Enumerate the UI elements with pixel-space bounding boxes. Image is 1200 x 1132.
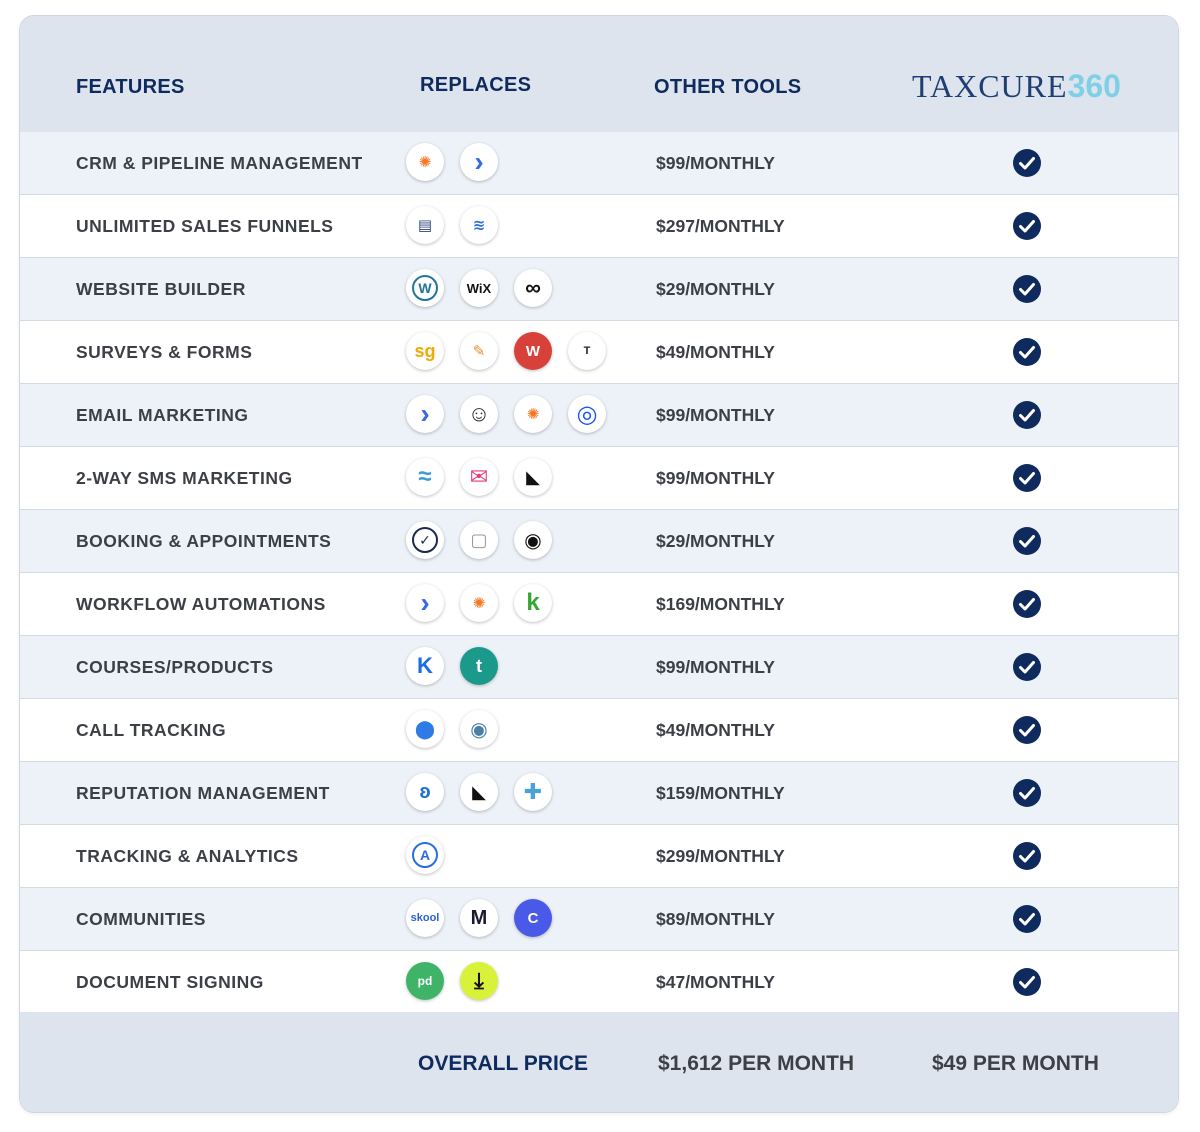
replaces-column-header: REPLACES (420, 74, 532, 96)
replaced-tools (406, 521, 552, 561)
activecampaign-icon: › (406, 584, 444, 622)
other-tools-price: $299/MONTHLY (656, 846, 785, 866)
feature-name: DOCUMENT SIGNING (76, 972, 264, 992)
check-circle-icon (1012, 337, 1042, 367)
acuity-icon: ◉ (514, 521, 552, 559)
feature-name: CRM & PIPELINE MANAGEMENT (76, 153, 363, 173)
feature-name: COMMUNITIES (76, 909, 206, 929)
check-circle-icon (1012, 211, 1042, 241)
feature-rows (20, 132, 1178, 1014)
check-circle-icon (1012, 589, 1042, 619)
replaced-tools (406, 143, 498, 183)
calendar-icon: ▢ (460, 521, 498, 559)
feature-name: REPUTATION MANAGEMENT (76, 783, 330, 803)
replaced-tools (406, 206, 498, 246)
other-tools-price: $89/MONTHLY (656, 909, 775, 929)
table-row (20, 258, 1178, 321)
sms-stack-icon: ≈ (406, 458, 444, 496)
feature-name: WEBSITE BUILDER (76, 279, 246, 299)
docsign-download-icon: ⤓ (460, 962, 498, 1000)
check-circle-icon (1012, 274, 1042, 304)
keap-icon: k (514, 584, 552, 622)
other-tools-price: $169/MONTHLY (656, 594, 785, 614)
podium-icon: ◣ (460, 773, 498, 811)
other-tools-column-header: OTHER TOOLS (654, 76, 802, 98)
squarespace-icon: ∞ (514, 269, 552, 307)
check-circle-icon (1012, 778, 1042, 808)
taxcure-total-suffix: PER MONTH (972, 1052, 1099, 1075)
table-row (20, 888, 1178, 951)
other-tools-price: $159/MONTHLY (656, 783, 785, 803)
table-row (20, 195, 1178, 258)
taxcure-total (932, 1012, 1099, 1112)
feature-name: SURVEYS & FORMS (76, 342, 253, 362)
teachable-icon: t (460, 647, 498, 685)
other-tools-price: $99/MONTHLY (656, 405, 775, 425)
replaced-tools (406, 710, 498, 750)
surveygizmo-icon: sg (406, 332, 444, 370)
comparison-table (20, 16, 1178, 1112)
feature-name: EMAIL MARKETING (76, 405, 249, 425)
wordpress-icon: W (406, 269, 444, 307)
replaced-tools (406, 962, 498, 1002)
table-row (20, 825, 1178, 888)
wufoo-icon: W (514, 332, 552, 370)
replaced-tools (406, 269, 552, 309)
kajabi-icon: K (406, 647, 444, 685)
check-circle-icon (1012, 400, 1042, 430)
other-tools-price: $99/MONTHLY (656, 657, 775, 677)
taxcure-total-amount: $49 (932, 1052, 968, 1075)
replaced-tools (406, 332, 606, 372)
replaced-tools (406, 899, 552, 939)
mailchimp-icon: ☺ (460, 395, 498, 433)
table-row (20, 321, 1178, 384)
table-row (20, 384, 1178, 447)
other-tools-price: $99/MONTHLY (656, 468, 775, 488)
podium-icon: ◣ (514, 458, 552, 496)
check-circle-icon (1012, 148, 1042, 178)
other-tools-price: $29/MONTHLY (656, 531, 775, 551)
jotform-icon: ✎ (460, 332, 498, 370)
hubspot-icon: ✺ (460, 584, 498, 622)
constantcontact-icon: ◎ (568, 395, 606, 433)
hubspot-icon: ✺ (406, 143, 444, 181)
other-tools-price: $297/MONTHLY (656, 216, 785, 236)
activecampaign-icon: › (406, 395, 444, 433)
typeform-icon: T (568, 332, 606, 370)
table-footer (20, 1012, 1178, 1112)
replaced-tools (406, 458, 552, 498)
feature-name: TRACKING & ANALYTICS (76, 846, 299, 866)
check-circle-icon (1012, 652, 1042, 682)
other-tools-price: $47/MONTHLY (656, 972, 775, 992)
check-circle-icon (1012, 526, 1042, 556)
callrail-icon: ⬤ (406, 710, 444, 748)
overall-price-label: OVERALL PRICE (418, 1052, 588, 1075)
logo-number: 360 (1067, 68, 1121, 104)
calltracking-icon: ◉ (460, 710, 498, 748)
table-row (20, 510, 1178, 573)
replaced-tools (406, 836, 444, 876)
textmagic-icon: ✉ (460, 458, 498, 496)
calendly-icon: ✓ (406, 521, 444, 559)
features-column-header: FEATURES (76, 76, 185, 98)
other-tools-price: $29/MONTHLY (656, 279, 775, 299)
mighty-icon: M (460, 899, 498, 937)
taxcure360-logo (912, 66, 1121, 106)
clickfunnels-icon: ▤ (406, 206, 444, 244)
table-row (20, 132, 1178, 195)
feature-name: WORKFLOW AUTOMATIONS (76, 594, 326, 614)
table-row (20, 636, 1178, 699)
feature-name: 2-WAY SMS MARKETING (76, 468, 293, 488)
check-circle-icon (1012, 967, 1042, 997)
replaced-tools (406, 584, 552, 624)
analytics-icon: A (406, 836, 444, 874)
table-row (20, 447, 1178, 510)
logo-text: TAXCURE (912, 68, 1068, 104)
reputation-icon: ✚ (514, 773, 552, 811)
check-circle-icon (1012, 463, 1042, 493)
check-circle-icon (1012, 841, 1042, 871)
table-row (20, 573, 1178, 636)
table-row (20, 762, 1178, 825)
feature-name: CALL TRACKING (76, 720, 227, 740)
table-row (20, 699, 1178, 762)
table-row (20, 951, 1178, 1014)
feature-name: BOOKING & APPOINTMENTS (76, 531, 332, 551)
other-tools-price: $49/MONTHLY (656, 342, 775, 362)
circle-icon: C (514, 899, 552, 937)
check-circle-icon (1012, 904, 1042, 934)
check-circle-icon (1012, 715, 1042, 745)
activecampaign-icon: › (460, 143, 498, 181)
replaced-tools (406, 647, 498, 687)
wix-icon: WiX (460, 269, 498, 307)
feature-name: COURSES/PRODUCTS (76, 657, 274, 677)
pandadoc-icon: pd (406, 962, 444, 1000)
other-tools-total: $1,612 PER MONTH (658, 1052, 855, 1075)
hubspot-icon: ✺ (514, 395, 552, 433)
birdeye-icon: ʚ (406, 773, 444, 811)
other-tools-price: $99/MONTHLY (656, 153, 775, 173)
replaced-tools (406, 773, 552, 813)
replaced-tools (406, 395, 606, 435)
other-tools-price: $49/MONTHLY (656, 720, 775, 740)
feature-name: UNLIMITED SALES FUNNELS (76, 216, 334, 236)
skool-icon: skool (406, 899, 444, 937)
leadpages-icon: ≋ (460, 206, 498, 244)
table-header (20, 16, 1178, 132)
